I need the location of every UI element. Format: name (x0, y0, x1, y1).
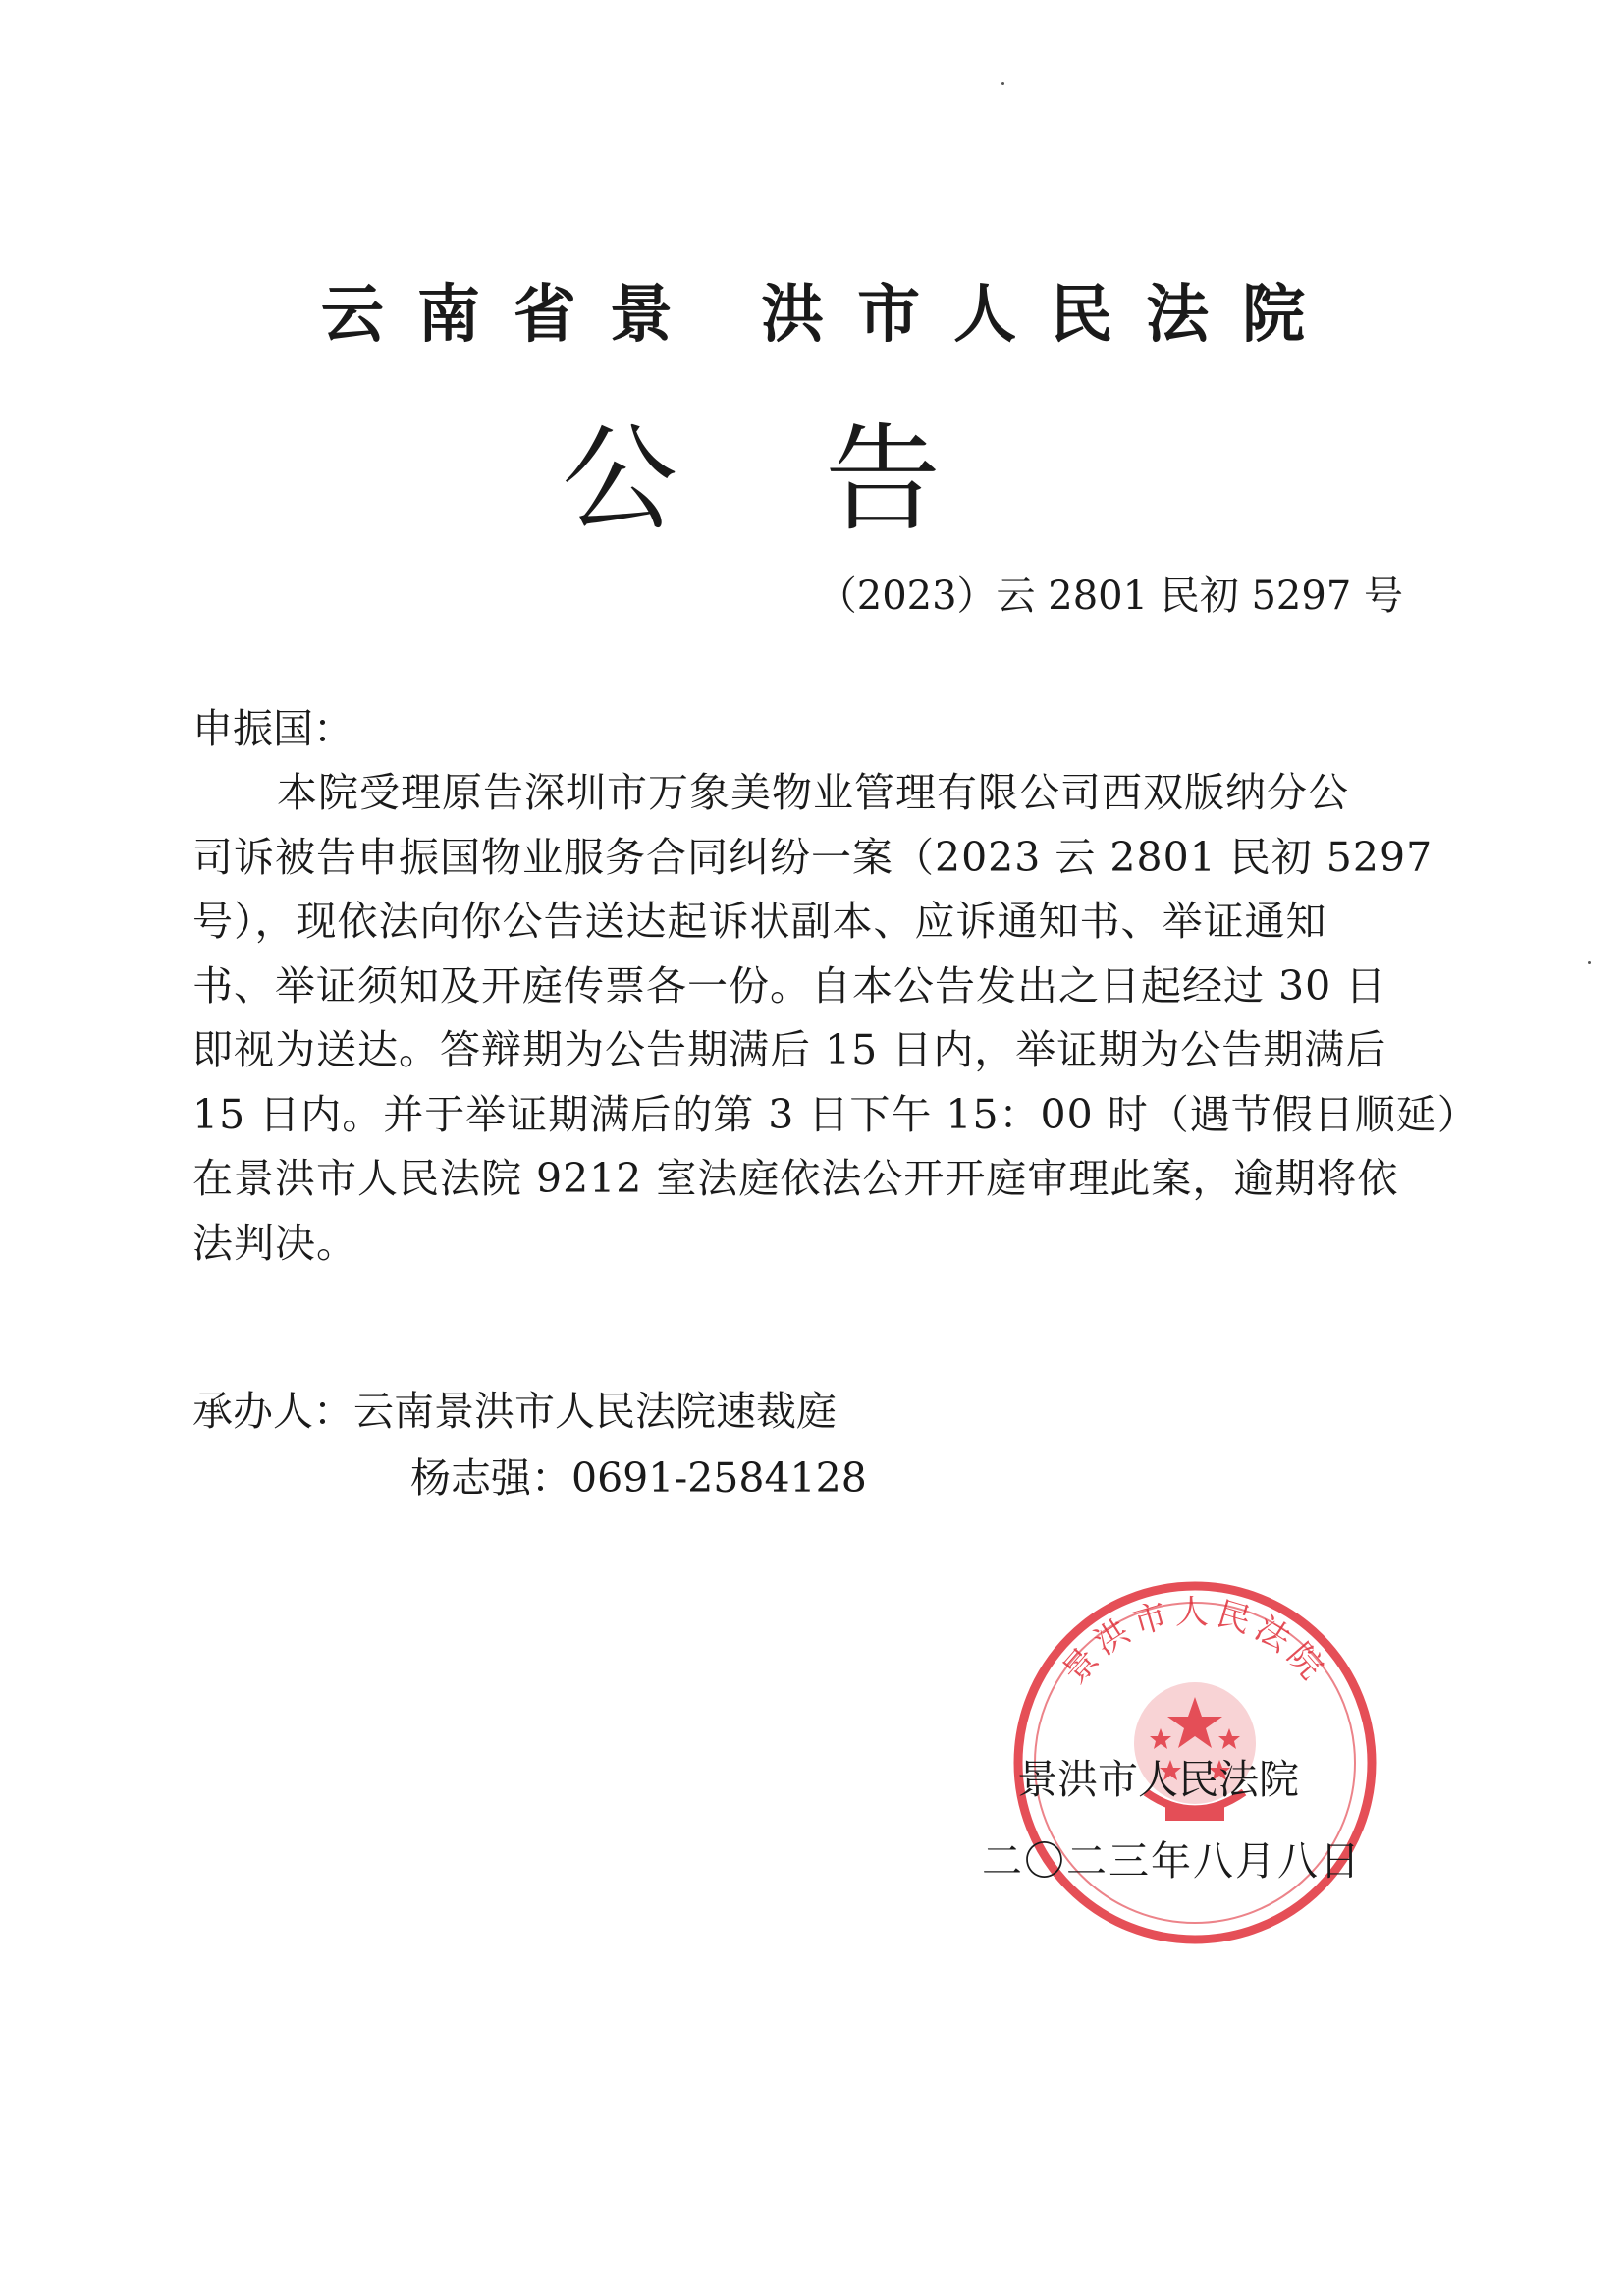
svg-text:景洪市人民法院 (1055, 1593, 1335, 1691)
body-line: 15 日内。并于举证期满后的第 3 日下午 15：00 时（遇节假日顺延） (192, 1090, 1479, 1138)
seal-text: 景洪市人民法院 (1055, 1592, 1335, 1692)
issuer: 景洪市人民法院 (1017, 1756, 1299, 1803)
notice-body (192, 761, 1479, 1276)
body-line: 本院受理原告深圳市万象美物业管理有限公司西双版纳分公 (277, 769, 1349, 816)
handler-block (192, 1380, 867, 1513)
body-line: 在景洪市人民法院 9212 室法庭依法公开开庭审理此案，逾期将依 (192, 1155, 1399, 1202)
notice-title: 公告 (561, 411, 1088, 547)
body-line: 即视为送达。答辩期为公告期满后 15 日内，举证期为公告期满后 (192, 1026, 1387, 1073)
body-line: 书、举证须知及开庭传票各一份。自本公告发出之日起经过 30 日 (192, 961, 1387, 1010)
body-line: 法判决。 (192, 1219, 357, 1267)
court-name: 云南省景 洪市人民法院 (320, 278, 1339, 352)
handler-contact: 杨志强：0691-2584128 (410, 1454, 867, 1502)
scan-speck (1001, 82, 1004, 85)
issue-date: 二〇二三年八月八日 (982, 1837, 1362, 1885)
body-line: 号），现依法向你公告送达起诉状副本、应诉通知书、举证通知 (192, 898, 1327, 945)
body-line: 司诉被告申振国物业服务合同纠纷一案（2023 云 2801 民初 5297 (192, 833, 1434, 881)
scan-speck (1588, 961, 1591, 964)
case-number: （2023）云 2801 民初 5297 号 (817, 574, 1403, 619)
handler-department: 承办人：云南景洪市人民法院速裁庭 (192, 1388, 837, 1435)
addressee: 申振国： (192, 705, 353, 752)
